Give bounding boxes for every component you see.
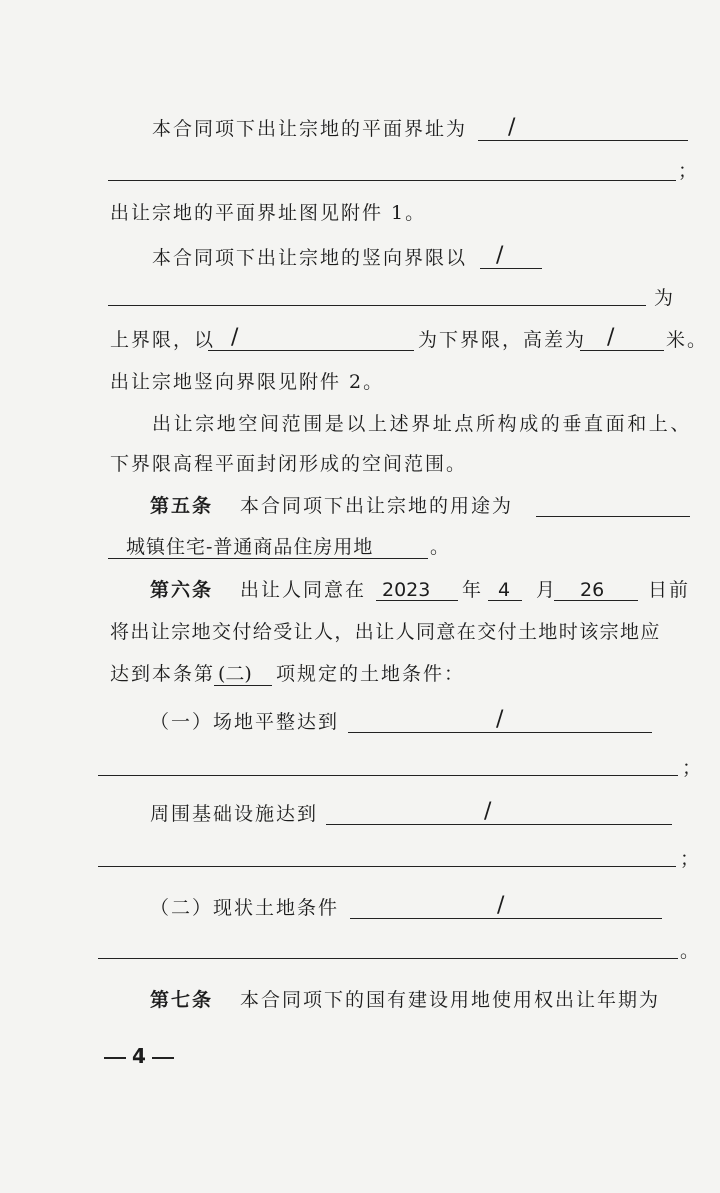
page-number-dash-right <box>152 1057 174 1059</box>
space-range-line-2: 下界限高程平面封闭形成的空间范围。 <box>110 453 468 475</box>
vertical-boundary-blank <box>480 268 542 269</box>
page-number <box>98 1044 180 1068</box>
upper-limit-slash: / <box>231 325 239 350</box>
upper-limit-blank <box>208 350 414 351</box>
plane-boundary-text: 本合同项下出让宗地的平面界址为 <box>152 118 468 140</box>
height-diff-slash: / <box>607 325 615 350</box>
site-leveling-end: ； <box>682 757 702 779</box>
article-6-line-2: 将出让宗地交付给受让人，出让人同意在交付土地时该宗地应 <box>110 621 661 643</box>
current-condition-slash: / <box>497 893 505 918</box>
site-leveling-blank <box>348 732 652 733</box>
plane-boundary-blank <box>478 140 688 141</box>
height-diff-unit: 米。 <box>666 329 709 351</box>
infrastructure-slash: / <box>484 799 492 824</box>
upper-limit-text: 上界限，以 <box>110 329 216 351</box>
site-leveling-slash: / <box>496 707 504 732</box>
month-label: 月 <box>536 579 558 601</box>
plane-boundary-blank-2 <box>108 180 676 181</box>
infrastructure-label: 周围基础设施达到 <box>150 803 319 825</box>
page-number-value: 4 <box>132 1044 146 1068</box>
article-6-text: 出让人同意在 <box>240 579 367 601</box>
site-leveling-label: （一）场地平整达到 <box>150 711 340 733</box>
current-condition-blank <box>350 918 662 919</box>
infrastructure-blank <box>326 824 672 825</box>
article-7-label: 第七条 <box>150 989 214 1011</box>
infrastructure-blank-2 <box>98 866 676 867</box>
condition-item-ref: (二) <box>218 663 252 685</box>
current-condition-label: （二）现状土地条件 <box>150 897 340 919</box>
plane-boundary-end: ； <box>678 160 698 182</box>
article-6-line-3a: 达到本条第 <box>110 663 216 685</box>
lower-limit-text: 为下界限，高差为 <box>418 329 587 351</box>
vertical-boundary-slash: / <box>496 243 504 268</box>
article-7-text: 本合同项下的国有建设用地使用权出让年期为 <box>240 989 661 1011</box>
height-diff-blank <box>580 350 664 351</box>
vertical-boundary-wei: 为 <box>654 287 676 309</box>
land-use-value: 城镇住宅-普通商品住房用地 <box>126 536 374 558</box>
plane-boundary-attachment: 出让宗地的平面界址图见附件 1。 <box>110 202 427 224</box>
land-use-blank <box>536 516 690 517</box>
year-label: 年 <box>462 579 484 601</box>
article-6-line-3b: 项规定的土地条件： <box>276 663 466 685</box>
site-leveling-blank-2 <box>98 775 678 776</box>
delivery-year: 2023 <box>382 579 431 601</box>
current-condition-end: 。 <box>680 940 700 962</box>
day-label: 日前 <box>648 579 691 601</box>
page-number-dash-left <box>104 1057 126 1059</box>
infrastructure-end: ； <box>680 848 700 870</box>
vertical-boundary-text: 本合同项下出让宗地的竖向界限以 <box>152 247 468 269</box>
space-range-line-1: 出让宗地空间范围是以上述界址点所构成的垂直面和上、 <box>152 413 693 435</box>
article-6-label: 第六条 <box>150 579 214 601</box>
article-5-label: 第五条 <box>150 495 214 517</box>
condition-item-underline <box>214 685 272 686</box>
land-use-end: 。 <box>430 536 450 558</box>
article-5-text: 本合同项下出让宗地的用途为 <box>240 495 514 517</box>
land-use-underline <box>108 558 428 559</box>
delivery-month: 4 <box>498 579 511 601</box>
plane-boundary-slash: / <box>508 115 516 140</box>
vertical-boundary-blank-2 <box>108 305 646 306</box>
vertical-boundary-attachment: 出让宗地竖向界限见附件 2。 <box>110 371 385 393</box>
delivery-day: 26 <box>580 579 605 601</box>
current-condition-blank-2 <box>98 958 678 959</box>
